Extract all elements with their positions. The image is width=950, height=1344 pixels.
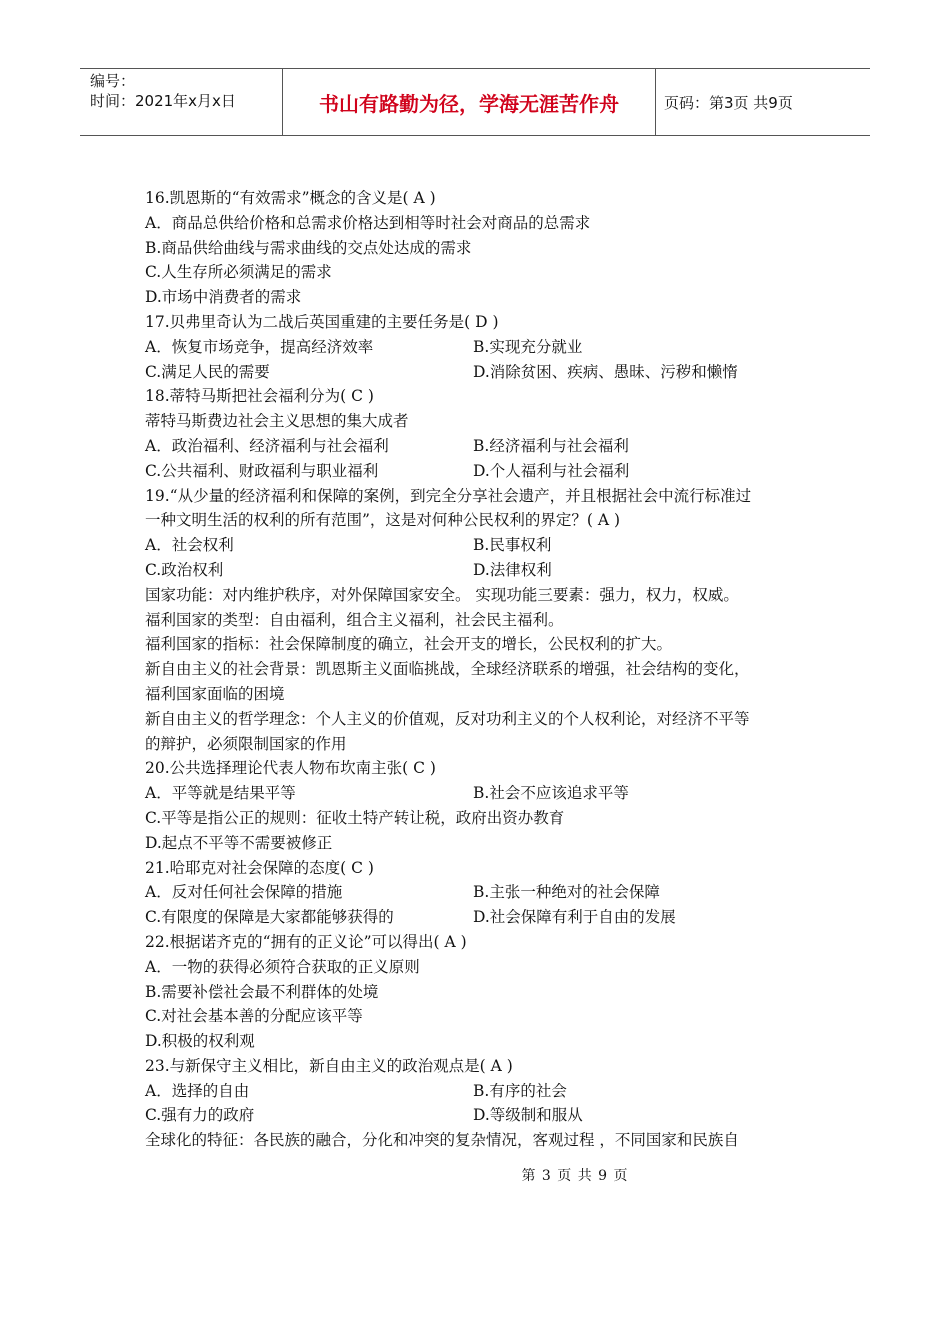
option-pair-row bbox=[145, 335, 815, 360]
option-pair-row bbox=[145, 905, 815, 930]
option-right: D.个人福利与社会福利 bbox=[473, 461, 630, 480]
text-line: C.平等是指公正的规则：征收土特产转让税，政府出资办教育 bbox=[145, 808, 565, 827]
option-right: D.法律权利 bbox=[473, 560, 552, 579]
text-line: 21.哈耶克对社会保障的态度( C ) bbox=[145, 858, 374, 877]
option-right: B.主张一种绝对的社会保障 bbox=[473, 883, 660, 902]
text-line: D.起点不平等不需要被修正 bbox=[145, 833, 333, 852]
option-pair-row bbox=[145, 880, 815, 905]
option-pair-row bbox=[145, 1103, 815, 1128]
text-line: D.积极的权利观 bbox=[145, 1032, 255, 1051]
option-pair-row bbox=[145, 1079, 815, 1104]
text-line: 16.凯恩斯的“有效需求”概念的含义是( A ) bbox=[145, 189, 436, 207]
option-pair-row bbox=[145, 533, 815, 558]
text-line: 23.与新保守主义相比，新自由主义的政治观点是( A ) bbox=[145, 1056, 513, 1075]
text-line: C.人生存所必须满足的需求 bbox=[145, 263, 332, 282]
option-right: B.实现充分就业 bbox=[473, 337, 583, 356]
text-line: 全球化的特征：各民族的融合，分化和冲突的复杂情况，客观过程 ，不同国家和民族自 bbox=[145, 1131, 739, 1150]
option-right: B.社会不应该追求平等 bbox=[473, 784, 629, 803]
text-line: 17.贝弗里奇认为二战后英国重建的主要任务是( D ) bbox=[145, 312, 499, 331]
option-left: A．反对任何社会保障的措施 bbox=[145, 883, 343, 902]
page-footer: 第 3 页 共 9 页 bbox=[521, 1168, 629, 1184]
document-time-label: 时间：2021年x月x日 bbox=[90, 92, 236, 110]
option-right: D.社会保障有利于自由的发展 bbox=[473, 908, 676, 927]
option-left: A．平等就是结果平等 bbox=[145, 784, 296, 803]
option-left: C.公共福利、财政福利与职业福利 bbox=[145, 461, 379, 480]
option-left: A．选择的自由 bbox=[145, 1081, 250, 1100]
text-line: 的辩护，必须限制国家的作用 bbox=[145, 734, 347, 753]
text-line: 蒂特马斯费边社会主义思想的集大成者 bbox=[145, 412, 409, 431]
option-pair-row bbox=[145, 459, 815, 484]
option-pair-row bbox=[145, 781, 815, 806]
header-page-info: 页码：第3页 共9页 bbox=[664, 93, 793, 112]
text-line: 19.“从少量的经济福利和保障的案例，到完全分享社会遗产，并且根据社会中流行标准过 bbox=[145, 486, 752, 505]
document-number-label: 编号： bbox=[90, 72, 136, 90]
text-line: D.市场中消费者的需求 bbox=[145, 288, 302, 307]
option-left: C.政治权利 bbox=[145, 560, 224, 579]
document-body bbox=[145, 186, 815, 1153]
option-pair-row bbox=[145, 360, 815, 385]
text-line: 22.根据诺齐克的“拥有的正义论”可以得出( A ) bbox=[145, 932, 467, 951]
text-line: 福利国家的类型：自由福利，组合主义福利，社会民主福利。 bbox=[145, 610, 564, 629]
text-line: 福利国家面临的困境 bbox=[145, 684, 285, 703]
option-left: A．恢复市场竞争，提高经济效率 bbox=[145, 337, 374, 356]
option-right: B.有序的社会 bbox=[473, 1081, 567, 1100]
text-line: A．一物的获得必须符合获取的正义原则 bbox=[145, 957, 420, 976]
header-meta bbox=[80, 69, 282, 135]
option-left: A．社会权利 bbox=[145, 536, 234, 555]
text-line: 20.公共选择理论代表人物布坎南主张( C ) bbox=[145, 759, 436, 778]
option-right: D.消除贫困、疾病、愚昧、污秽和懒惰 bbox=[473, 362, 738, 381]
option-left: C.强有力的政府 bbox=[145, 1106, 255, 1125]
text-line: A．商品总供给价格和总需求价格达到相等时社会对商品的总需求 bbox=[145, 213, 591, 232]
option-left: C.有限度的保障是大家都能够获得的 bbox=[145, 908, 394, 927]
text-line: C.对社会基本善的分配应该平等 bbox=[145, 1007, 363, 1026]
text-line: 福利国家的指标：社会保障制度的确立，社会开支的增长，公民权利的扩大。 bbox=[145, 635, 673, 654]
header-motto: 书山有路勤为径，学海无涯苦作舟 bbox=[282, 69, 656, 135]
text-line: 新自由主义的哲学理念：个人主义的价值观，反对功利主义的个人权利论，对经济不平等 bbox=[145, 709, 750, 728]
text-line: B.商品供给曲线与需求曲线的交点处达成的需求 bbox=[145, 238, 472, 257]
option-left: C.满足人民的需要 bbox=[145, 362, 270, 381]
option-left: A．政治福利、经济福利与社会福利 bbox=[145, 436, 389, 455]
option-right: D.等级制和服从 bbox=[473, 1106, 583, 1125]
option-pair-row bbox=[145, 558, 815, 583]
text-line: 一种文明生活的权利的所有范围”，这是对何种公民权利的界定？( A ) bbox=[145, 511, 621, 530]
text-line: 国家功能：对内维护秩序，对外保障国家安全。 实现功能三要素：强力，权力，权威。 bbox=[145, 585, 739, 604]
text-line: 18.蒂特马斯把社会福利分为( C ) bbox=[145, 387, 374, 406]
option-pair-row bbox=[145, 434, 815, 459]
option-right: B.民事权利 bbox=[473, 536, 552, 555]
text-line: 新自由主义的社会背景：凯恩斯主义面临挑战，全球经济联系的增强，社会结构的变化， bbox=[145, 660, 750, 679]
page-header bbox=[80, 68, 870, 136]
option-right: B.经济福利与社会福利 bbox=[473, 436, 629, 455]
text-line: B.需要补偿社会最不利群体的处境 bbox=[145, 982, 379, 1001]
